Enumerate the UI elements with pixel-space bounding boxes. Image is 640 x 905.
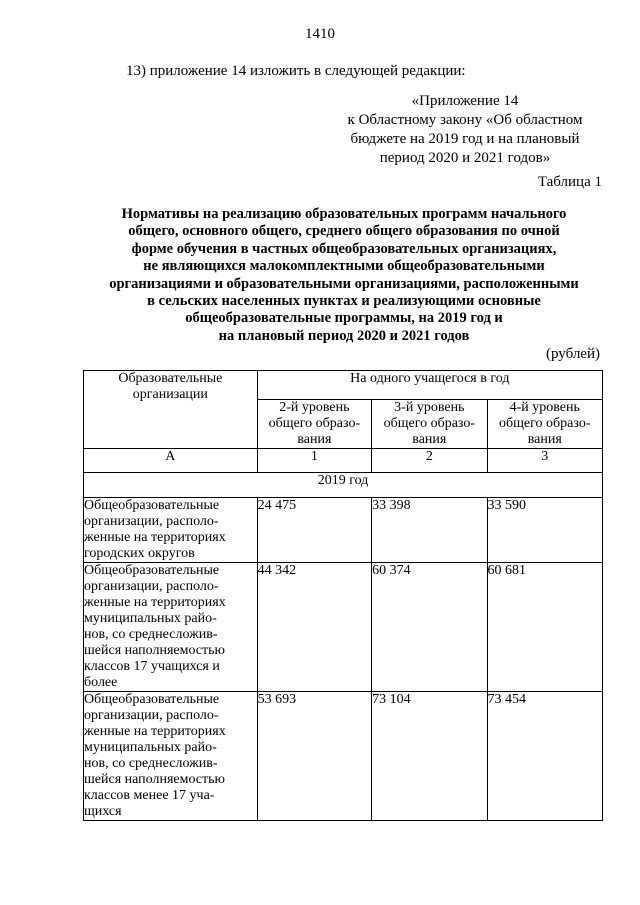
appendix-ref-line: «Приложение 14 bbox=[411, 93, 519, 109]
org-name-cell bbox=[84, 563, 258, 692]
value-cell: 73 454 bbox=[487, 692, 602, 821]
year-row bbox=[84, 473, 603, 498]
title-line: общеобразовательные программы, на 2019 год и bbox=[185, 310, 503, 327]
header-level-line: 4-й уровень bbox=[509, 400, 580, 415]
header-level-line: 3-й уровень bbox=[394, 400, 465, 415]
index-cell: 1 bbox=[257, 449, 371, 473]
appendix-ref-line: период 2020 и 2021 годов» bbox=[379, 150, 551, 166]
intro-text: 13) приложение 14 изложить в следующей редакции: bbox=[126, 63, 466, 79]
table-row bbox=[84, 692, 603, 821]
appendix-ref-line: бюджете на 2019 год и на плановый bbox=[350, 131, 580, 147]
table-row bbox=[84, 498, 603, 563]
org-line: муниципальных райо- bbox=[84, 740, 217, 755]
org-line: женные на территориях bbox=[84, 724, 226, 739]
org-line: шейся наполняемостью bbox=[84, 772, 225, 787]
org-line: организации, располо- bbox=[84, 579, 219, 594]
index-cell: 3 bbox=[487, 449, 602, 473]
header-level-line: вания bbox=[412, 432, 447, 447]
org-line: щихся bbox=[84, 804, 122, 819]
org-line: классов менее 17 уча- bbox=[84, 788, 215, 803]
header-level-line: общего образо- bbox=[499, 416, 591, 431]
header-level-line: 2-й уровень bbox=[279, 400, 350, 415]
document-title bbox=[96, 206, 592, 345]
org-line: шейся наполняемостью bbox=[84, 643, 225, 658]
page-number: 1410 bbox=[305, 26, 335, 42]
title-line: не являющихся малокомплектными общеобразовательными bbox=[143, 258, 545, 275]
org-line: организации, располо- bbox=[84, 708, 219, 723]
value-cell: 33 590 bbox=[487, 498, 602, 563]
table-label: Таблица 1 bbox=[537, 174, 602, 190]
value-cell: 60 681 bbox=[487, 563, 602, 692]
value-cell: 60 374 bbox=[372, 563, 487, 692]
header-level-line: вания bbox=[297, 432, 332, 447]
org-line: городских округов bbox=[84, 546, 195, 561]
org-line: женные на территориях bbox=[84, 530, 226, 545]
table-row bbox=[84, 563, 603, 692]
title-line: в сельских населенных пунктах и реализующими основные bbox=[147, 293, 541, 310]
value-cell: 53 693 bbox=[257, 692, 371, 821]
header-level-3 bbox=[372, 400, 487, 449]
org-line: нов, со среднесложив- bbox=[84, 627, 218, 642]
title-line: общего, основного общего, среднего общего образования по очной bbox=[128, 223, 560, 240]
header-level-line: общего образо- bbox=[383, 416, 476, 431]
header-level-2 bbox=[257, 400, 371, 449]
header-level-line: вания bbox=[527, 432, 562, 447]
year-label: 2019 год bbox=[84, 473, 603, 498]
org-line: более bbox=[84, 675, 118, 690]
appendix-ref-line: к Областному закону «Об областном bbox=[347, 112, 583, 128]
value-cell: 44 342 bbox=[257, 563, 371, 692]
value-cell: 33 398 bbox=[372, 498, 487, 563]
org-line: организации, располо- bbox=[84, 514, 219, 529]
org-line: Общеобразовательные bbox=[84, 563, 220, 578]
index-cell: А bbox=[84, 449, 258, 473]
org-line: Общеобразовательные bbox=[84, 498, 220, 513]
org-line: нов, со среднесложив- bbox=[84, 756, 218, 771]
org-line: Общеобразовательные bbox=[84, 692, 220, 707]
norms-table bbox=[83, 370, 603, 821]
appendix-reference bbox=[330, 92, 600, 168]
title-line: Нормативы на реализацию образовательных программ начального bbox=[121, 206, 567, 222]
org-line: классов 17 учащихся и bbox=[84, 659, 220, 674]
value-cell: 24 475 bbox=[257, 498, 371, 563]
value-cell: 73 104 bbox=[372, 692, 487, 821]
index-cell: 2 bbox=[372, 449, 487, 473]
header-org-line: организации bbox=[132, 387, 208, 402]
title-line: на плановый период 2020 и 2021 годов bbox=[218, 327, 470, 344]
title-line: форме обучения в частных общеобразовательных организациях, bbox=[131, 240, 557, 257]
org-line: женные на территориях bbox=[84, 595, 226, 610]
header-level-4 bbox=[487, 400, 602, 449]
header-organizations bbox=[84, 371, 258, 449]
header-org-line: Образовательные bbox=[118, 371, 223, 386]
header-level-line: общего образо- bbox=[268, 416, 361, 431]
header-per-student: На одного учащегося в год bbox=[257, 371, 602, 400]
index-row bbox=[84, 449, 603, 473]
units-label: (рублей) bbox=[545, 346, 600, 362]
title-line: организациями и образовательными организациями, расположенными bbox=[109, 275, 579, 292]
org-name-cell bbox=[84, 498, 258, 563]
header-row bbox=[84, 371, 603, 400]
org-name-cell bbox=[84, 692, 258, 821]
org-line: муниципальных райо- bbox=[84, 611, 217, 626]
